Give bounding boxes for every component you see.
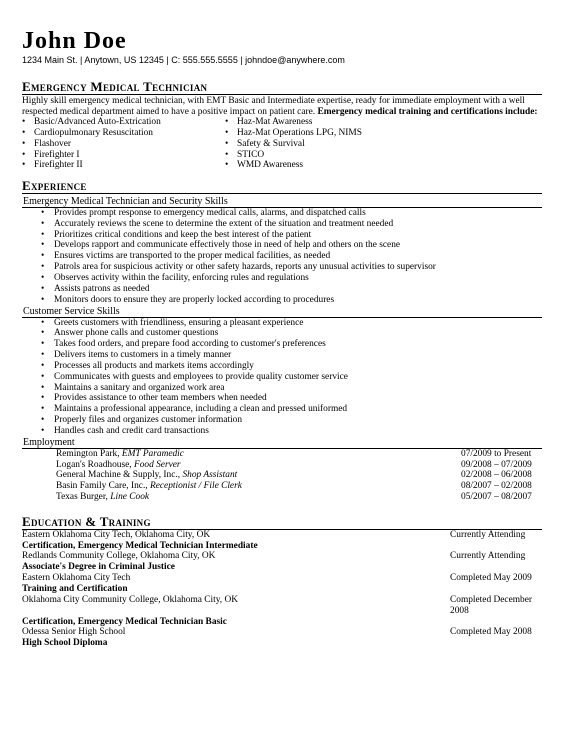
education-status: Completed May 2009 — [450, 573, 532, 584]
employer: Texas Burger, — [56, 491, 111, 502]
job-role: Food Server — [133, 459, 181, 470]
education-row — [22, 551, 542, 562]
certification-item: • Safety & Survival — [225, 139, 362, 150]
list-item: • Answer phone calls and customer questions — [22, 328, 542, 339]
emt-skills-list — [22, 208, 542, 306]
certification-item: • Haz-Mat Operations LPG, NIMS — [225, 128, 362, 139]
school-name: Odessa Senior High School — [22, 627, 126, 638]
list-item: • Delivers items to customers in a timely manner — [22, 350, 542, 361]
list-item: • Ensures victims are transported to the proper medical facilities, as needed — [22, 251, 542, 262]
education-row — [22, 530, 542, 541]
employment-list — [22, 449, 542, 503]
emt-skills-heading: Emergency Medical Technician and Security Skills — [22, 196, 542, 208]
list-item: • Observes activity within the facility, enforcing rules and regulations — [22, 273, 542, 284]
education-row — [22, 595, 542, 617]
list-item: • Accurately reviews the scene to determine the extent of the situation and treatment needed — [22, 219, 542, 230]
education-status: Currently Attending — [450, 529, 526, 540]
school-name: Eastern Oklahoma City Tech — [22, 573, 131, 584]
employment-row — [22, 492, 542, 503]
employer: General Machine & Supply, Inc., — [56, 470, 183, 481]
candidate-name: John Doe — [22, 28, 127, 54]
summary-section-title: Emergency Medical Technician — [22, 80, 542, 95]
certification-item: • Haz-Mat Awareness — [225, 117, 362, 128]
certification-item: • Firefighter II — [22, 160, 225, 171]
certifications-list — [22, 117, 542, 171]
employer: Logan's Roadhouse, — [56, 459, 134, 470]
list-item: • Assists patrons as needed — [22, 284, 542, 295]
summary-bold-text: Emergency medical training and certifications include: — [317, 106, 538, 117]
experience-section-title: Experience — [22, 179, 542, 194]
certification-item: • STICO — [225, 150, 362, 161]
education-status: Completed May 2008 — [450, 627, 532, 638]
list-item: • Monitors doors to ensure they are properly locked according to procedures — [22, 295, 542, 306]
employment-heading: Employment — [22, 437, 542, 449]
school-name: Eastern Oklahoma City Tech, Oklahoma City, OK — [22, 529, 211, 540]
education-degree: Certification, Emergency Medical Technician Basic — [22, 616, 227, 627]
list-item: • Greets customers with friendliness, ensuring a pleasant experience — [22, 318, 542, 329]
list-item: • Provides assistance to other team members when needed — [22, 393, 542, 404]
education-row — [22, 573, 542, 584]
education-degree: High School Diploma — [22, 638, 108, 649]
education-degree: Training and Certification — [22, 584, 128, 594]
employer: Remington Park, — [56, 448, 122, 459]
job-role: Receptionist / File Clerk — [150, 481, 242, 492]
customer-service-heading: Customer Service Skills — [22, 306, 542, 318]
employment-row — [22, 460, 542, 471]
summary-text: Highly skill emergency medical technician, with EMT Basic and Intermediate expertise, ready for immediate employment with a well respected medical department aimed to have a positive impact on patient care. — [22, 96, 525, 117]
education-degree: Associate's Degree in Criminal Justice — [22, 562, 175, 573]
resume-page — [22, 28, 542, 649]
employer: Basin Family Care, Inc., — [56, 481, 150, 492]
school-name: Redlands Community College, Oklahoma City, OK — [22, 551, 216, 562]
job-role: EMT Paramedic — [121, 448, 184, 459]
list-item: • Handles cash and credit card transactions — [22, 426, 542, 437]
certification-item: • WMD Awareness — [225, 160, 362, 171]
job-dates: 09/2008 – 07/2009 — [461, 459, 532, 470]
school-name: Oklahoma City Community College, Oklahoma City, OK — [22, 594, 239, 605]
contact-line: 1234 Main St. | Anytown, US 12345 | C: 555.555.5555 | johndoe@anywhere.com — [22, 55, 345, 65]
education-degree: Certification, Emergency Medical Technician Intermediate — [22, 540, 258, 551]
job-dates: 05/2007 – 08/2007 — [461, 491, 532, 502]
certifications-right-column — [225, 117, 362, 171]
certification-item: • Firefighter I — [22, 150, 225, 161]
employment-row — [22, 470, 542, 481]
education-status: Completed December 2008 — [450, 594, 532, 616]
summary-paragraph — [22, 96, 542, 117]
list-item: • Communicates with guests and employees to provide quality customer service — [22, 372, 542, 383]
customer-service-list — [22, 318, 542, 437]
job-dates: 08/2007 – 02/2008 — [461, 481, 532, 492]
education-status: Currently Attending — [450, 551, 526, 562]
list-item: • Patrols area for suspicious activity or other safety hazards, reports any unusual activities to supervisor — [22, 262, 542, 273]
employment-row — [22, 449, 542, 460]
list-item: • Maintains a sanitary and organized work area — [22, 383, 542, 394]
job-dates: 07/2009 to Present — [461, 448, 532, 459]
list-item: • Takes food orders, and prepare food according to customer's preferences — [22, 339, 542, 350]
job-role: Line Cook — [110, 491, 150, 502]
certification-item: • Flashover — [22, 139, 225, 150]
job-dates: 02/2008 – 06/2008 — [461, 470, 532, 481]
education-row — [22, 627, 542, 638]
certifications-left-column — [22, 117, 225, 171]
certification-item: • Cardiopulmonary Resuscitation — [22, 128, 225, 139]
certification-item: • Basic/Advanced Auto-Extrication — [22, 117, 225, 128]
list-item: • Provides prompt response to emergency medical calls, alarms, and dispatched calls — [22, 208, 542, 219]
list-item: • Develops rapport and communicate effectively those in need of help and others on the scene — [22, 240, 542, 251]
list-item: • Processes all products and markets items accordingly — [22, 361, 542, 372]
education-section-title: Education & Training — [22, 515, 542, 530]
employment-row — [22, 481, 542, 492]
list-item: • Maintains a professional appearance, including a clean and pressed uniformed — [22, 404, 542, 415]
education-list — [22, 530, 542, 649]
list-item: • Prioritizes critical conditions and keep the best interest of the patient — [22, 230, 542, 241]
job-role: Shop Assistant — [182, 470, 238, 481]
list-item: • Properly files and organizes customer information — [22, 415, 542, 426]
